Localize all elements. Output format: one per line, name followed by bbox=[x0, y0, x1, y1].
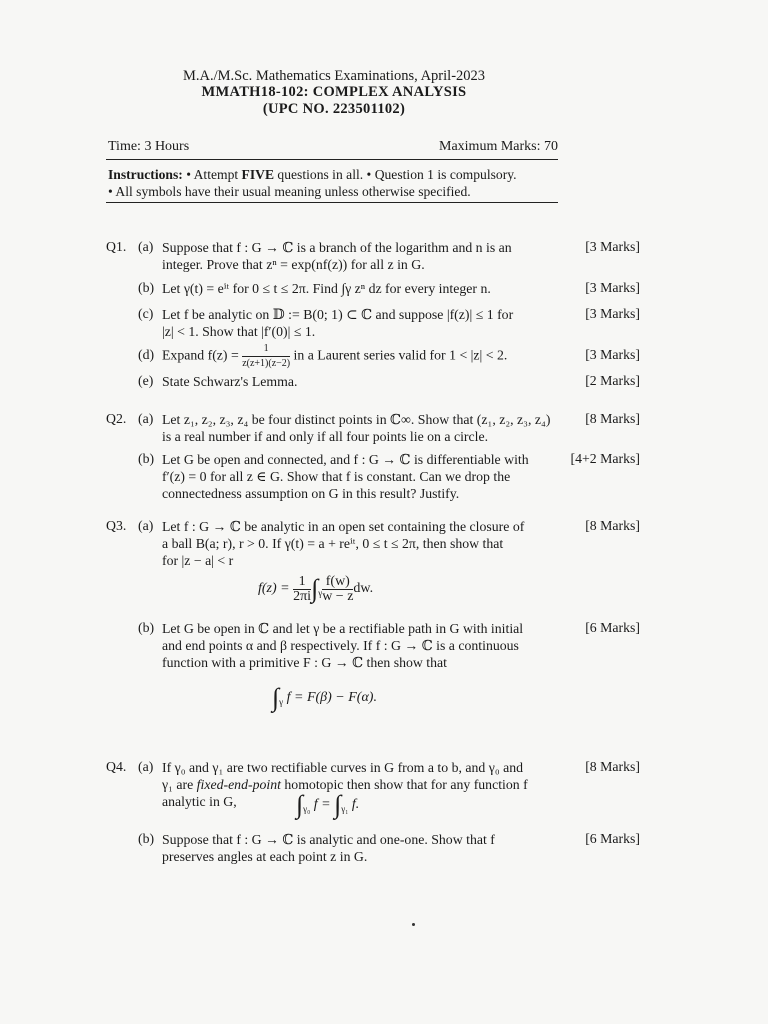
integral-sign: ∫ bbox=[311, 574, 319, 603]
text-line: is a real number if and only if all four points lie on a circle. bbox=[162, 429, 489, 444]
text-line: Let f : G → ℂ be analytic in an open set containing the closure of bbox=[162, 519, 525, 534]
fraction-denominator: z(z+1)(z−2) bbox=[242, 358, 291, 369]
fraction-denominator: w − z bbox=[322, 588, 354, 604]
question-number: Q1. bbox=[106, 239, 127, 254]
text-line: for |z − a| < r bbox=[162, 553, 234, 568]
marks-label: [8 Marks] bbox=[585, 411, 640, 426]
question-text bbox=[162, 411, 572, 445]
marks-label: [8 Marks] bbox=[585, 759, 640, 774]
integral-sign: ∫ bbox=[334, 790, 342, 819]
instructions-five: FIVE bbox=[241, 167, 275, 182]
part-label: (a) bbox=[138, 518, 154, 533]
marks-label: [8 Marks] bbox=[585, 518, 640, 533]
text-fragment: Expand f(z) = bbox=[162, 347, 243, 363]
part-label: (b) bbox=[138, 280, 155, 295]
marks-label: [4+2 Marks] bbox=[570, 451, 640, 466]
text-line: Let f be analytic on 𝔻 := B(0; 1) ⊂ ℂ and suppose |f(z)| ≤ 1 for bbox=[162, 307, 514, 322]
text-line: f′(z) = 0 for all z ∈ G. Show that f is constant. Can we drop the bbox=[162, 469, 511, 484]
instructions-line-1 bbox=[108, 166, 560, 183]
part-label: (a) bbox=[138, 411, 154, 426]
text-line: connectedness assumption on G in this result? Justify. bbox=[162, 486, 460, 501]
cauchy-integral-formula bbox=[258, 574, 373, 604]
integral-subscript: γ bbox=[279, 697, 284, 708]
fraction bbox=[293, 575, 311, 604]
marks-label: [3 Marks] bbox=[585, 306, 640, 321]
question-number: Q4. bbox=[106, 759, 127, 774]
question-text bbox=[162, 759, 562, 813]
integral-sign: ∫ bbox=[272, 683, 280, 712]
question-text bbox=[162, 620, 562, 671]
course-title: MMATH18-102: COMPLEX ANALYSIS bbox=[201, 84, 467, 100]
equation-tail: dw. bbox=[353, 581, 374, 597]
text-line: Suppose that f : G → ℂ is analytic and one-one. Show that f bbox=[162, 832, 495, 847]
text-fragment: in a Laurent series valid for 1 < |z| < 2. bbox=[290, 347, 508, 363]
time-allowed: Time: 3 Hours bbox=[108, 139, 190, 154]
instructions-label: Instructions: bbox=[108, 167, 183, 182]
divider-bottom bbox=[106, 202, 558, 203]
text-line: preserves angles at each point z in G. bbox=[162, 849, 368, 864]
part-label: (b) bbox=[138, 620, 155, 635]
question-number: Q2. bbox=[106, 411, 127, 426]
homotopy-integral-equation bbox=[296, 790, 359, 820]
text-fragment: homotopic then show that for any function f bbox=[280, 777, 528, 792]
question-text bbox=[162, 306, 562, 340]
fraction bbox=[242, 342, 290, 371]
text-line: Let G be open and connected, and f : G → ℂ is differentiable with bbox=[162, 452, 529, 467]
question-text: Let γ(t) = eⁱᵗ for 0 ≤ t ≤ 2π. Find ∫γ zⁿ dz for every integer n. bbox=[162, 281, 491, 296]
text-line: If γ₀ and γ₁ are two rectifiable curves in G from a to b, and γ₀ and bbox=[162, 760, 524, 775]
question-text bbox=[162, 342, 562, 371]
upc-number: (UPC NO. 223501102) bbox=[262, 101, 406, 117]
marks-label: [2 Marks] bbox=[585, 373, 640, 388]
question-text bbox=[162, 518, 562, 569]
fraction-numerator: 1 bbox=[242, 342, 290, 357]
marks-label: [3 Marks] bbox=[585, 239, 640, 254]
part-label: (e) bbox=[138, 373, 154, 388]
text-line: integer. Prove that zⁿ = exp(nf(z)) for all z in G. bbox=[162, 257, 425, 272]
text-line: a ball B(a; r), r > 0. If γ(t) = a + reⁱᵗ, 0 ≤ t ≤ 2π, then show that bbox=[162, 536, 504, 551]
divider-top bbox=[106, 159, 558, 160]
instructions-text-2: questions in all. • Question 1 is compulsory. bbox=[274, 167, 517, 182]
equation-body: f = bbox=[313, 797, 335, 813]
text-line: function with a primitive F : G → ℂ then show that bbox=[162, 655, 447, 670]
integral-subscript: γ bbox=[318, 588, 323, 599]
question-text bbox=[162, 831, 562, 865]
text-line: and end points α and β respectively. If f : G → ℂ is a continuous bbox=[162, 638, 519, 653]
equation-end: f. bbox=[351, 797, 360, 813]
instructions bbox=[108, 166, 560, 200]
equation-lhs: f(z) = bbox=[258, 581, 294, 597]
text-fragment: γ₁ are bbox=[162, 777, 197, 792]
text-line: |z| < 1. Show that |f′(0)| ≤ 1. bbox=[162, 324, 316, 339]
marks-label: [3 Marks] bbox=[585, 280, 640, 295]
text-line: Let G be open in ℂ and let γ be a rectifiable path in G with initial bbox=[162, 621, 524, 636]
integral-subscript: γ₁ bbox=[341, 804, 349, 815]
text-line: Suppose that f : G → ℂ is a branch of the logarithm and n is an bbox=[162, 240, 512, 255]
text-line: analytic in G, bbox=[162, 794, 237, 809]
equation-body: f = F(β) − F(α). bbox=[286, 690, 377, 706]
question-text bbox=[162, 451, 562, 502]
scan-speck bbox=[412, 923, 415, 926]
text-line: Let z₁, z₂, z₃, z₄ be four distinct points in ℂ∞. Show that (z₁, z₂, z₃, z₄) bbox=[162, 412, 551, 427]
instructions-line-2: • All symbols have their usual meaning unless otherwise specified. bbox=[108, 184, 471, 199]
question-number: Q3. bbox=[106, 518, 127, 533]
part-label: (c) bbox=[138, 306, 154, 321]
question-text: State Schwarz's Lemma. bbox=[162, 374, 298, 389]
integral-subscript: γ₀ bbox=[303, 804, 311, 815]
fraction-numerator: f(w) bbox=[322, 575, 353, 590]
marks-label: [6 Marks] bbox=[585, 831, 640, 846]
instructions-text: • Attempt bbox=[186, 167, 242, 182]
part-label: (b) bbox=[138, 451, 155, 466]
integral-sign: ∫ bbox=[296, 790, 304, 819]
part-label: (a) bbox=[138, 239, 154, 254]
fundamental-theorem-equation bbox=[272, 683, 377, 713]
fraction-denominator: 2πi bbox=[293, 588, 312, 604]
time-marks-row bbox=[108, 139, 558, 155]
fraction bbox=[322, 575, 353, 604]
maximum-marks: Maximum Marks: 70 bbox=[439, 139, 558, 154]
marks-label: [3 Marks] bbox=[585, 347, 640, 362]
fraction-numerator: 1 bbox=[293, 575, 311, 590]
part-label: (d) bbox=[138, 347, 155, 362]
marks-label: [6 Marks] bbox=[585, 620, 640, 635]
text-line bbox=[162, 776, 562, 793]
part-label: (b) bbox=[138, 831, 155, 846]
exam-title-line: M.A./M.Sc. Mathematics Examinations, April-2023 bbox=[182, 68, 486, 84]
question-text bbox=[162, 239, 562, 273]
part-label: (a) bbox=[138, 759, 154, 774]
emphasis-text: fixed-end-point bbox=[196, 777, 281, 792]
